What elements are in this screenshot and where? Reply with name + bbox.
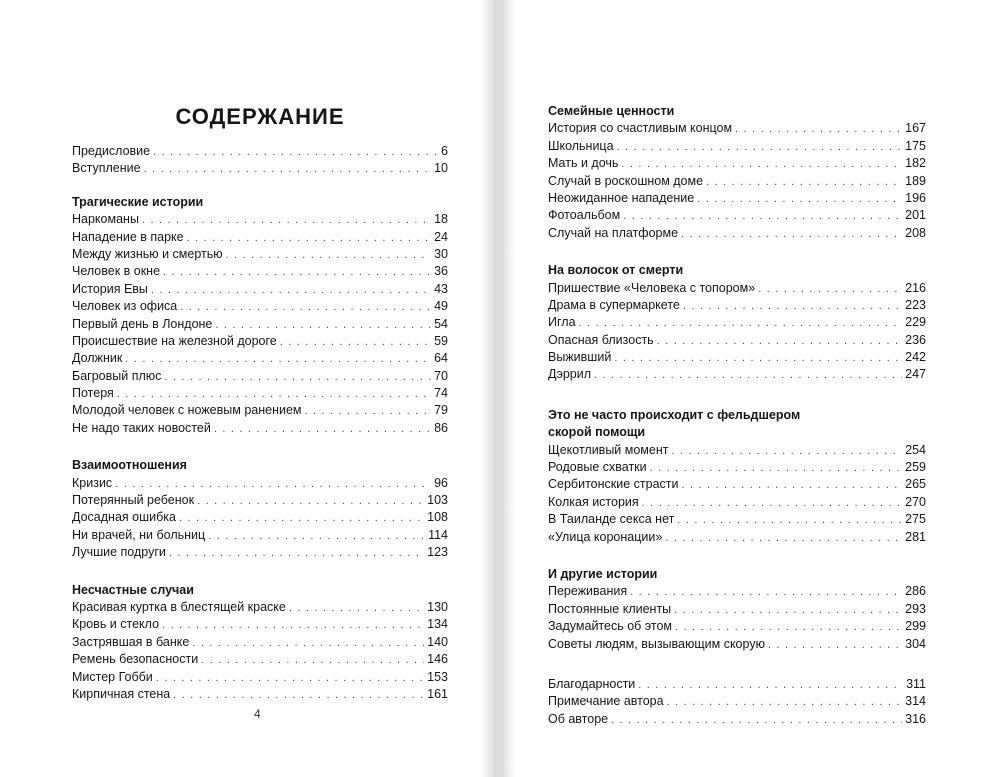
dot-leader	[630, 584, 902, 601]
entry-title: Колкая история	[548, 494, 639, 509]
entry-title: Случай на платформе	[548, 225, 679, 240]
entry-page: 96	[434, 475, 448, 490]
dot-leader	[180, 299, 431, 316]
entry-page: 74	[434, 386, 448, 401]
entry-page: 316	[905, 711, 926, 726]
dot-leader	[677, 512, 902, 529]
dot-leader	[187, 230, 431, 247]
dot-leader	[156, 670, 424, 687]
dot-leader	[642, 495, 902, 512]
spacer	[548, 242, 926, 262]
entry-title: Неожиданное нападение	[548, 190, 695, 205]
section-heading: Взаимоотношения	[72, 458, 187, 473]
entry-page: 6	[441, 144, 448, 158]
toc-right-column	[548, 103, 926, 728]
toc-entry[interactable]	[548, 332, 926, 349]
dot-leader	[153, 144, 438, 161]
entry-page: 196	[905, 190, 926, 205]
entry-title: Человек в окне	[72, 264, 161, 279]
book-spine	[494, 0, 504, 777]
toc-entry[interactable]	[72, 420, 448, 437]
dot-leader	[758, 281, 902, 298]
dot-leader	[674, 602, 902, 619]
dot-leader	[280, 334, 431, 351]
entry-page: 30	[434, 246, 448, 261]
entry-title: Опасная близость	[548, 332, 654, 347]
section-heading-continued: скорой помощи	[548, 425, 646, 440]
entry-title: Лучшие подруги	[72, 545, 166, 560]
entry-page: 293	[905, 601, 926, 616]
toc-entry[interactable]	[72, 385, 448, 402]
entry-page: 130	[427, 599, 448, 614]
entry-title: Застрявшая в банке	[72, 634, 190, 649]
entry-page: 123	[427, 545, 448, 560]
dot-leader	[594, 367, 902, 384]
toc-entry[interactable]	[548, 138, 926, 155]
dot-leader	[173, 687, 424, 704]
entry-page: 167	[905, 121, 926, 136]
dot-leader	[667, 694, 903, 711]
toc-entry[interactable]	[548, 280, 926, 297]
entry-page: 216	[905, 280, 926, 295]
dot-leader	[289, 600, 424, 617]
entry-title: Родовые схватки	[548, 460, 647, 475]
toc-entry[interactable]	[548, 529, 926, 546]
entry-page: 286	[905, 584, 926, 599]
entry-title: Потеря	[72, 386, 114, 401]
entry-title: Выживший	[548, 350, 612, 365]
dot-leader	[665, 530, 902, 547]
entry-page: 153	[427, 669, 448, 684]
toc-entry[interactable]	[72, 160, 448, 177]
dot-leader	[163, 264, 431, 281]
dot-leader	[768, 637, 902, 654]
toc-entry[interactable]	[548, 190, 926, 207]
dot-leader	[621, 156, 902, 173]
entry-title: Школьница	[548, 138, 614, 153]
entry-title: Случай в роскошном доме	[548, 173, 704, 188]
entry-title: Пришествие «Человека с топором»	[548, 280, 756, 295]
toc-entry[interactable]	[548, 459, 926, 476]
section-heading: Это не часто происходит с фельдшером	[548, 407, 801, 422]
entry-title: Первый день в Лондоне	[72, 316, 213, 331]
section-heading: Несчастные случаи	[72, 582, 194, 597]
entry-title: Советы людям, вызывающим скорую	[548, 636, 765, 651]
entry-page: 254	[905, 442, 926, 457]
entry-title: Вступление	[72, 161, 141, 176]
toc-entry[interactable]	[548, 583, 926, 600]
dot-leader	[117, 386, 431, 403]
entry-title: Ремень безопасности	[72, 652, 199, 667]
dot-leader	[697, 191, 902, 208]
dot-leader	[305, 403, 432, 420]
entry-title: Наркоманы	[72, 212, 139, 227]
toc-entry[interactable]	[548, 618, 926, 635]
dot-leader	[638, 677, 903, 694]
entry-page: 314	[905, 694, 926, 709]
spacer	[72, 178, 448, 194]
entry-title: Задумайтесь об этом	[548, 619, 673, 634]
entry-page: 103	[427, 493, 448, 508]
entry-page: 79	[434, 403, 448, 418]
entry-page: 182	[905, 156, 926, 171]
entry-page: 70	[434, 368, 448, 383]
dot-leader	[201, 652, 424, 669]
toc-entry[interactable]	[548, 601, 926, 618]
entry-page: 201	[905, 208, 926, 223]
entry-title: В Таиланде секса нет	[548, 512, 675, 527]
entry-title: Досадная ошибка	[72, 510, 176, 525]
spacer	[548, 546, 926, 566]
entry-page: 10	[434, 161, 448, 176]
toc-entry[interactable]	[72, 143, 448, 160]
section-heading: И другие истории	[548, 566, 658, 581]
toc-entry[interactable]	[72, 527, 448, 544]
entry-page: 108	[427, 510, 448, 525]
entry-title: Ни врачей, ни больниц	[72, 527, 206, 542]
entry-page: 208	[905, 225, 926, 240]
dot-leader	[144, 161, 432, 178]
entry-page: 242	[905, 350, 926, 365]
dot-leader	[214, 421, 431, 438]
dot-leader	[579, 315, 903, 332]
toc-entry[interactable]	[72, 263, 448, 280]
entry-title: Молодой человек с ножевым ранением	[72, 403, 302, 418]
toc-entry[interactable]	[548, 120, 926, 137]
dot-leader	[179, 510, 424, 527]
entry-title: Об авторе	[548, 711, 609, 726]
entry-title: Кирпичная стена	[72, 686, 171, 701]
dot-leader	[657, 333, 902, 350]
entry-page: 275	[905, 512, 926, 527]
entry-title: Переживания	[548, 584, 628, 599]
dot-leader	[675, 619, 902, 636]
entry-title: Драма в супермаркете	[548, 297, 680, 312]
toc-entry[interactable]	[72, 281, 448, 298]
toc-entry[interactable]	[548, 511, 926, 528]
entry-title: Дэррил	[548, 367, 592, 382]
entry-page: 265	[905, 477, 926, 492]
toc-entry[interactable]	[72, 669, 448, 686]
toc-entry[interactable]	[548, 225, 926, 242]
entry-page: 247	[905, 367, 926, 382]
dot-leader	[226, 247, 431, 264]
entry-page: 175	[905, 138, 926, 153]
section-heading: Семейные ценности	[548, 104, 675, 118]
entry-title: Потерянный ребенок	[72, 493, 195, 508]
spacer	[72, 437, 448, 457]
page-title: СОДЕРЖАНИЕ	[175, 104, 345, 129]
toc-entry[interactable]	[72, 402, 448, 419]
dot-leader	[650, 460, 903, 477]
toc-entry[interactable]	[548, 676, 926, 693]
toc-entry[interactable]	[72, 350, 448, 367]
entry-title: Щекотливый момент	[548, 442, 669, 457]
entry-page: 299	[905, 619, 926, 634]
entry-title: История со счастливым концом	[548, 121, 733, 136]
dot-leader	[169, 545, 424, 562]
dot-leader	[683, 298, 902, 315]
dot-leader	[671, 443, 902, 460]
spacer	[548, 384, 926, 407]
toc-entry[interactable]	[72, 316, 448, 333]
entry-title: Происшествие на железной дороге	[72, 333, 277, 348]
toc-entry[interactable]	[72, 634, 448, 651]
entry-page: 259	[905, 460, 926, 475]
entry-page: 161	[427, 686, 448, 701]
entry-title: Не надо таких новостей	[72, 420, 211, 435]
toc-entry[interactable]	[72, 368, 448, 385]
toc-entry[interactable]	[72, 686, 448, 703]
entry-page: 18	[434, 212, 448, 227]
entry-title: Мать и дочь	[548, 156, 619, 171]
toc-entry[interactable]	[72, 599, 448, 616]
entry-title: Багровый плюс	[72, 368, 162, 383]
entry-title: Постоянные клиенты	[548, 601, 672, 616]
dot-leader	[151, 282, 431, 299]
toc-entry[interactable]	[72, 229, 448, 246]
entry-title: Человек из офиса	[72, 299, 178, 314]
dot-leader	[142, 212, 431, 229]
entry-title: «Улица коронации»	[548, 529, 663, 544]
toc-entry[interactable]	[72, 475, 448, 492]
entry-page: 43	[434, 281, 448, 296]
entry-page: 140	[427, 634, 448, 649]
section-heading: Трагические истории	[72, 194, 204, 209]
toc-left-column	[72, 143, 448, 703]
toc-entry[interactable]	[548, 442, 926, 459]
toc-entry[interactable]	[548, 297, 926, 314]
entry-title: История Евы	[72, 281, 148, 296]
entry-title: Примечание автора	[548, 694, 664, 709]
entry-page: 24	[434, 229, 448, 244]
entry-page: 59	[434, 333, 448, 348]
entry-page: 189	[905, 173, 926, 188]
entry-title: Нападение в парке	[72, 229, 184, 244]
toc-entry[interactable]	[72, 211, 448, 228]
dot-leader	[215, 317, 431, 334]
entry-page: 134	[427, 617, 448, 632]
entry-title: Между жизнью и смертью	[72, 246, 223, 261]
dot-leader	[197, 493, 424, 510]
entry-page: 236	[905, 332, 926, 347]
entry-title: Благодарности	[548, 676, 636, 691]
toc-entry[interactable]	[548, 155, 926, 172]
toc-entry[interactable]	[72, 246, 448, 263]
toc-entry[interactable]	[72, 651, 448, 668]
gutter-shadow	[480, 0, 494, 777]
toc-entry[interactable]	[72, 333, 448, 350]
entry-page: 146	[427, 652, 448, 667]
gutter-shadow	[504, 0, 516, 777]
page-number: 4	[254, 707, 261, 721]
entry-title: Предисловие	[72, 144, 151, 158]
entry-page: 270	[905, 494, 926, 509]
entry-page: 311	[906, 676, 926, 691]
spacer	[548, 653, 926, 676]
toc-entry[interactable]	[72, 298, 448, 315]
dot-leader	[706, 174, 902, 191]
toc-entry[interactable]	[72, 544, 448, 561]
dot-leader	[681, 226, 902, 243]
dot-leader	[681, 477, 902, 494]
toc-entry[interactable]	[548, 366, 926, 383]
dot-leader	[208, 528, 425, 545]
toc-entry[interactable]	[548, 207, 926, 224]
dot-leader	[611, 712, 902, 729]
dot-leader	[617, 139, 903, 156]
entry-page: 229	[905, 315, 926, 330]
entry-title: Красивая куртка в блестящей краске	[72, 599, 286, 614]
toc-entry[interactable]	[548, 476, 926, 493]
toc-entry[interactable]	[548, 349, 926, 366]
toc-entry[interactable]	[72, 616, 448, 633]
entry-title: Кровь и стекло	[72, 617, 160, 632]
entry-title: Кризис	[72, 475, 113, 490]
entry-page: 54	[434, 316, 448, 331]
dot-leader	[115, 476, 431, 493]
entry-page: 304	[905, 636, 926, 651]
dot-leader	[735, 121, 902, 138]
toc-entry[interactable]	[548, 693, 926, 710]
section-heading: На волосок от смерти	[548, 263, 684, 278]
entry-page: 49	[434, 299, 448, 314]
toc-entry[interactable]	[548, 636, 926, 653]
entry-title: Фотоальбом	[548, 208, 621, 223]
dot-leader	[614, 350, 902, 367]
dot-leader	[623, 208, 902, 225]
entry-page: 86	[434, 420, 448, 435]
dot-leader	[125, 351, 431, 368]
entry-title: Сербитонские страсти	[548, 477, 679, 492]
entry-title: Игла	[548, 315, 576, 330]
entry-page: 281	[905, 529, 926, 544]
entry-page: 36	[434, 264, 448, 279]
dot-leader	[164, 369, 431, 386]
toc-entry[interactable]	[548, 711, 926, 728]
entry-page: 223	[905, 297, 926, 312]
toc-entry[interactable]	[72, 509, 448, 526]
toc-entry[interactable]	[548, 494, 926, 511]
entry-title: Мистер Гобби	[72, 669, 153, 684]
toc-entry[interactable]	[548, 314, 926, 331]
toc-entry[interactable]	[548, 173, 926, 190]
entry-page: 114	[428, 527, 448, 542]
entry-page: 64	[434, 351, 448, 366]
entry-title: Должник	[72, 351, 123, 366]
dot-leader	[192, 635, 424, 652]
dot-leader	[162, 617, 424, 634]
toc-entry[interactable]	[72, 492, 448, 509]
spacer	[72, 562, 448, 582]
